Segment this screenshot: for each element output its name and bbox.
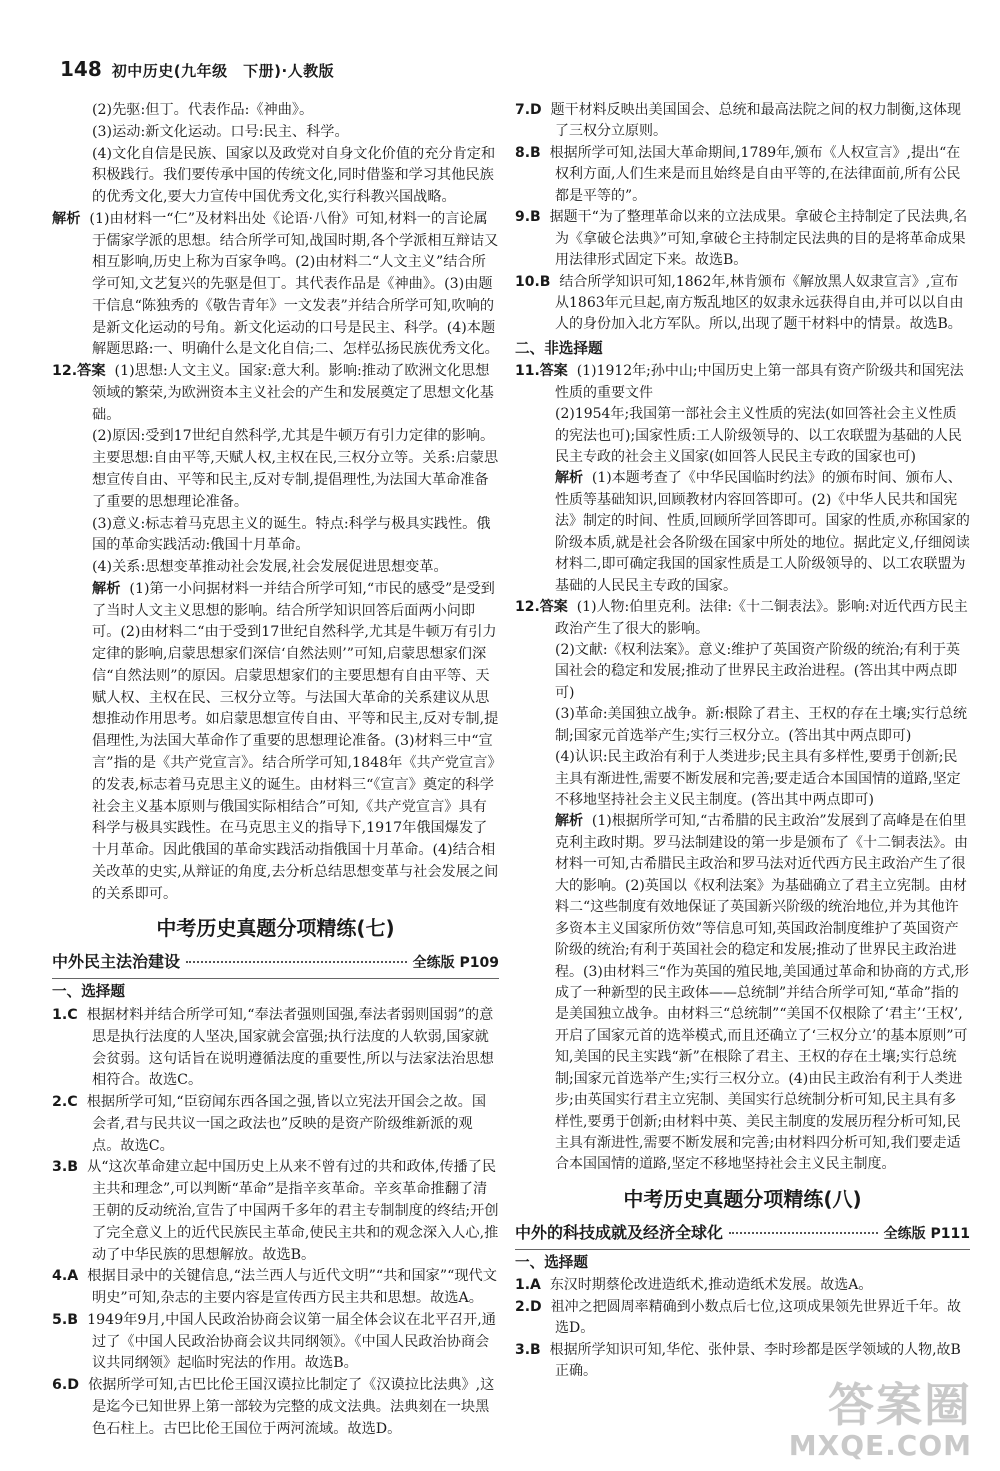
explanation-text: (1)由材料一“仁”及材料出处《论语·八佾》可知,材料一的言论属于儒家学派的思想。结合所学可知,战国时期,各个学派相互辩诘又相互影响,历史上称为百家争鸣。(2)由材料二“人文主义”结合所学可知,文艺复兴的先驱是但丁。其代表作品是《神曲》。(3)由题干信息“陈独秀的《敬告青年》一文发表”并结合所学可知,吹响的是新文化运动的号角。新文化运动的口号是民主、科学。(4)本题解题思路:一、明确什么是文化自信;二、怎样弘扬民族优秀文化。: [89, 210, 499, 358]
answer-line: (1)人物:伯里克利。法律:《十二铜表法》。影响:对近代西方民主政治产生了很大的影响。: [555, 599, 968, 637]
answer-item: [515, 143, 970, 207]
book-title: 初中历史(九年级 下册)·人教版: [111, 62, 335, 80]
divider: [515, 1249, 970, 1250]
page-reference: 全练版 P109: [412, 955, 499, 972]
dotted-leader: [729, 1232, 878, 1234]
answer-item: [52, 1092, 499, 1157]
answer-item: [52, 1375, 499, 1440]
answer-item: [52, 1005, 499, 1092]
answer-line: (2)先驱:但丁。代表作品:《神曲》。: [92, 102, 314, 118]
part-heading: 一、选择题: [515, 1253, 588, 1271]
answer-number: 7.D: [515, 102, 542, 118]
answer-line: (1)思想:人文主义。国家:意大利。影响:推动了欧洲文化思想领域的繁荣,为欧洲资本主义社会的产生和发展奠定了思想文化基础。: [92, 363, 494, 423]
answer-number: 9.B: [515, 209, 541, 226]
answer-number: 4.A: [52, 1268, 79, 1285]
answer-item: [515, 272, 970, 336]
answer-number: 3.B: [515, 1341, 541, 1358]
explanation-text: (1)第一小问据材料一并结合所学可知,“市民的感受”是受到了当时人文主义思想的影响。结合所学知识回答后面两小问即可。(2)由材料二“由于受到17世纪自然科学,尤其是牛顿万有引力定律的影响,启蒙思想家们深信‘自然法则’”可知,启蒙思想家们深信“自然法则”的原因。启蒙思想家们的主要思想有自由平等、天赋人权、主权在民、三权分立等。与法国大革命的关系建议从思想推动作用思考。如启蒙思想宣传自由、平等和民主,反对专制,提倡理性,为法国大革命作了重要的思想理论准备。(3)材料三中“宣言”指的是《共产党宣言》。结合所学可知,1848年《共产党宣言》的发表,标志着马克思主义的诞生。由材料三“《宣言》奠定的科学社会主义基本原则与俄国实际相结合”可知,《共产党宣言》具有科学与极具实践性。在马克思主义的指导下,1917年俄国爆发了十月革命。因此俄国的革命实践活动指俄国十月革命。(4)结合相关改革的史实,从辩证的角度,去分析总结思想变革与社会发展之间的关系即可。: [92, 580, 499, 902]
answer-text: 根据材料并结合所学可知,“奉法者强则国强,奉法者弱则国弱”的意思是执行法度的人坚决,国家就会富强;执行法度的人软弱,国家就会贫弱。这句话旨在说明遵循法度的重要性,所以与法家法治思想相符合。故选C。: [86, 1007, 494, 1089]
explanation-paragraph: [52, 579, 499, 905]
section-title: 中考历史真题分项精练(八): [623, 1186, 862, 1211]
answer-item: [52, 1266, 499, 1310]
answer-text: 东汉时期蔡伦改进造纸术,推动造纸术发展。故选A。: [549, 1277, 873, 1294]
section-subtitle-row: [515, 1220, 970, 1247]
answer-line: (4)关系:思想变革推动社会发展,社会发展促进思想变革。: [92, 559, 448, 576]
answer-text: 依据所学可知,古巴比伦王国汉谟拉比制定了《汉谟拉比法典》,这是迄今已知世界上第一部较为完整的成文法典。法典刻在一块黑色石柱上。古巴比伦王国位于两河流域。故选D。: [88, 1377, 495, 1437]
answer-item: [52, 1157, 499, 1266]
answer-text: 根据所学可知,法国大革命期间,1789年,颁布《人权宣言》,提出“在权利方面,人们生来是而且始终是自由平等的,在法律面前,所有公民都是平等的”。: [549, 144, 961, 204]
explanation-label: 解析: [92, 580, 121, 597]
answer-number: 5.B: [52, 1311, 79, 1328]
right-column: [515, 100, 970, 1383]
answer-item: [52, 1310, 499, 1375]
answer-number: 10.B: [515, 273, 551, 290]
explanation-paragraph: [515, 811, 970, 1175]
section-subtitle-row: [52, 949, 499, 976]
part-heading: 一、选择题: [52, 983, 125, 1001]
explanation-label: 解析: [52, 210, 81, 227]
answer-line: (1)1912年;孙中山;中国历史上第一部具有资产阶级共和国宪法性质的重要文件: [555, 363, 964, 401]
watermark-url: MXQE.COM: [788, 1429, 972, 1462]
answer-text: 从“这次革命建立起中国历史上从来不曾有过的共和政体,传播了民主共和理念”,可以判断“革命”是指辛亥革命。辛亥革命推翻了清王朝的反动统治,宣告了中国两千多年的君主专制制度的终结;开创了完全意义上的近代民族民主革命,使民主共和的观念深入人心,推动了中华民族的思想解放。故选B。: [87, 1159, 499, 1263]
question-12-answer: [52, 361, 499, 426]
answer-number: 1.A: [515, 1277, 541, 1294]
section-subtitle: 中外的科技成就及经济全球化: [515, 1222, 724, 1242]
explanation-label: 解析: [555, 470, 583, 487]
answer-item: [515, 1275, 970, 1296]
answer-line: (2)文献:《权利法案》。意义:维护了英国资产阶级的统治;有利于英国社会的稳定和发展;推动了世界民主政治进程。(答出其中两点即可): [555, 641, 960, 701]
answer-line: (3)运动:新文化运动。口号:民主、科学。: [92, 123, 349, 140]
explanation-text: (1)本题考查了《中华民国临时约法》的颁布时间、颁布人、性质等基础知识,回顾教材内容回答即可。(2)《中华人民共和国宪法》制定的时间、性质,回顾所学回答即可。国家的性质,亦称国家的阶级本质,就是社会各阶级在国家中所处的地位。据此定义,仔细阅读材料二,即可确定我国的国家性质是工人阶级领导的、以工农联盟为基础的人民民主专政的国家。: [555, 470, 970, 594]
page-header: [60, 58, 334, 88]
answer-line: (4)认识:民主政治有利于人类进步;民主具有多样性,要勇于创新;民主具有渐进性,需要不断发展和完善;要走适合本国国情的道路,坚定不移地坚持社会主义民主制度。(答出其中两点即可): [555, 749, 961, 808]
answer-text: 根据所学可知,“臣窃闻东西各国之强,皆以立宪法开国会之故。国会者,君与民共议一国之政法也”反映的是资产阶级维新派的观点。故选C。: [86, 1094, 487, 1154]
answer-number: 2.C: [52, 1094, 78, 1111]
answer-line: (2)原因:受到17世纪自然科学,尤其是牛顿万有引力定律的影响。主要思想:自由平等,天赋人权,主权在民,三权分立等。关系:启蒙思想宣传自由、平等和民主,反对专制,提倡理性,为法国大革命准备了重要的思想理论准备。: [92, 428, 499, 510]
answer-item: [515, 1340, 970, 1383]
left-column: [52, 100, 499, 1440]
answer-text: 根据目录中的关键信息,“法兰西人与近代文明”“共和国家”“现代文明史”可知,杂志的主要内容是宣传西方民主共和思想。故选A。: [87, 1268, 497, 1307]
dotted-leader: [186, 961, 407, 963]
answer-number: 3.B: [52, 1159, 79, 1176]
answer-item: [515, 1297, 970, 1340]
question-11-answer: [515, 361, 970, 404]
explanation-label: 解析: [555, 813, 583, 830]
section-subtitle: 中外民主法治建设: [52, 952, 181, 972]
explanation-paragraph: [515, 468, 970, 597]
answer-text: 结合所学知识可知,1862年,林肯颁布《解放黑人奴隶宣言》,宣布从1863年元旦起,南方叛乱地区的奴隶永远获得自由,并可以以自由人的身份加入北方军队。所以,出现了题干材料中的情景。故选B。: [555, 273, 964, 333]
answer-text: 祖冲之把圆周率精确到小数点后七位,这项成果领先世界近千年。故选D。: [550, 1298, 962, 1337]
answer-number: 1.C: [52, 1007, 78, 1024]
explanation-paragraph: [52, 209, 499, 361]
answer-label: 12.答案: [515, 599, 568, 616]
answer-number: 8.B: [515, 144, 541, 161]
answer-item: [515, 100, 970, 143]
answer-line: (3)革命:美国独立战争。新:根除了君主、王权的存在土壤;实行总统制;国家元首选举产生;实行三权分立。(答出其中两点即可): [555, 706, 967, 744]
answer-line: (3)意义:标志着马克思主义的诞生。特点:科学与极具实践性。俄国的革命实践活动:俄国十月革命。: [92, 515, 491, 554]
part-heading: 二、非选择题: [515, 339, 603, 357]
page-reference: 全练版 P111: [883, 1225, 970, 1242]
answer-text: 题干材料反映出美国国会、总统和最高法院之间的权力制衡,这体现了三权分立原则。: [550, 102, 962, 140]
explanation-text: (1)根据所学可知,“古希腊的民主政治”发展到了高峰是在伯里克利主政时期。罗马法制建设的第一步是颁布了《十二铜表法》。由材料一可知,古希腊民主政治和罗马法对近代西方民主政治产生了很大的影响。(2)英国以《权利法案》为基础确立了君主立宪制。由材料二“这些制度有效地保证了英国新兴阶级的统治地位,并为其他许多资本主义国家所仿效”等信息可知,英国政治制度维护了英国资产阶级的统治;有利于英国社会的稳定和发展;推动了世界民主政治进程。(3)由材料三“作为英国的殖民地,美国通过革命和协商的方式,形成了一种新型的民主政体——总统制”并结合所学可知,“革命”指的是美国独立战争。由材料三“总统制”“美国不仅根除了‘君主’‘王权’,开启了国家元首的选举模式,而且还确立了‘三权分立’的基本原则”可知,美国的民主实践“新”在根除了君主、王权的存在土壤;实行总统制;国家元首选举产生;实行三权分立。(4)由民主政治有利于人类进步;由英国实行君主立宪制、美国实行总统制分析可知,民主具有多样性,要勇于创新;由材料中英、美民主制度的发展历程分析可知,民主具有渐进性,需要不断发展和完善;由材料四分析可知,我们要走适合本国国情的道路,坚定不移地坚持社会主义民主制度。: [555, 813, 969, 1173]
divider: [52, 978, 499, 979]
answer-label: 12.答案: [52, 363, 106, 380]
answer-item: [515, 207, 970, 271]
answer-text: 据题干“为了整理革命以来的立法成果。拿破仑主持制定了民法典,名为《拿破仑法典》”可知,拿破仑主持制定民法典的目的是将革命成果用法律形式固定下来。故选B。: [549, 209, 968, 269]
answer-number: 6.D: [52, 1377, 80, 1394]
answer-label: 11.答案: [515, 363, 568, 380]
section-title: 中考历史真题分项精练(七): [156, 916, 395, 941]
answer-number: 2.D: [515, 1298, 542, 1315]
watermark-logo-text: 答案圈: [828, 1378, 972, 1432]
answer-line: (2)1954年;我国第一部社会主义性质的宪法(如回答社会主义性质的宪法也可);国家性质:工人阶级领导的、以工农联盟为基础的人民民主专政的社会主义国家(如回答人民民主专政的国家也可): [555, 406, 962, 465]
answer-text: 1949年9月,中国人民政治协商会议第一届全体会议在北平召开,通过了《中国人民政治协商会议共同纲领》。《中国人民政治协商会议共同纲领》起临时宪法的作用。故选B。: [87, 1311, 496, 1372]
answer-text: 根据所学知识可知,华佗、张仲景、李时珍都是医学领域的人物,故B正确。: [549, 1341, 961, 1380]
page-number: 148: [60, 57, 102, 81]
site-watermark: [789, 1379, 972, 1461]
answer-line: (4)文化自信是民族、国家以及政党对自身文化价值的充分肯定和积极践行。我们要传承中国的传统文化,同时借鉴和学习其他民族的优秀文化,要大力宣传中国优秀文化,实行科教兴国战略。: [92, 145, 496, 206]
question-12-answer: [515, 597, 970, 640]
